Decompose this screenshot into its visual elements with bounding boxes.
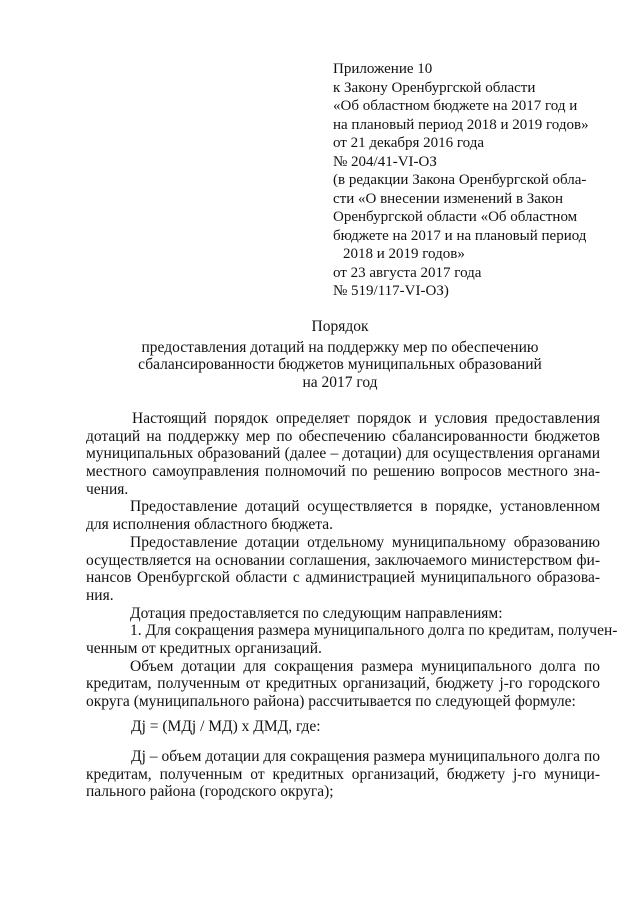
appendix-line: 2018 и 2019 годов» xyxy=(343,246,465,262)
document-title xyxy=(60,318,620,391)
title-heading: Порядок xyxy=(311,318,369,335)
title-line: на 2017 год xyxy=(302,373,378,391)
title-line: сбалансированности бюджетов муниципальных образований xyxy=(138,356,542,373)
body-line: ния. xyxy=(86,586,114,604)
body-line: кредитам, полученным от кредитных организаций, бюджету j-го городского xyxy=(86,675,600,693)
body-line: ченным от кредитных организаций. xyxy=(86,639,322,657)
body-line: Дотация предоставляется по следующим направлениям: xyxy=(130,604,503,622)
body-line: местного самоуправления полномочий по решению вопросов местного зна- xyxy=(86,463,600,481)
appendix-line: Оренбургской области «Об областном xyxy=(333,209,578,225)
appendix-line: от 23 августа 2017 года xyxy=(333,264,482,281)
appendix-line: № 204/41-VI-ОЗ xyxy=(333,153,437,170)
body-line: округа (муниципального района) рассчитывается по следующей формуле: xyxy=(86,693,576,710)
document-body xyxy=(86,410,618,711)
body-line: Настоящий порядок определяет порядок и условия предоставления xyxy=(132,410,600,427)
body-line: муниципальных образований (далее – дотации) для осуществления органами xyxy=(86,445,600,463)
body-line: осуществляется на основании соглашения, заключаемого министерством фи- xyxy=(86,551,600,569)
appendix-line: «Об областном бюджете на 2017 год и xyxy=(333,98,578,114)
appendix-line: на плановый период 2018 и 2019 годов» xyxy=(333,116,589,133)
body-line: Предоставление дотации отдельному муниципальному образованию xyxy=(130,533,600,551)
title-line: предоставления дотаций на поддержку мер по обеспечению xyxy=(141,338,539,356)
definition-line: пального района (городского округа); xyxy=(86,783,334,801)
definition-line: Дj – объем дотации для сокращения размера муниципального долга по xyxy=(131,748,600,765)
body-line: нансов Оренбургской области с администрацией муниципального образова- xyxy=(86,569,600,587)
appendix-line: № 519/117-VI-ОЗ) xyxy=(333,283,449,299)
body-line: 1. Для сокращения размера муниципального долга по кредитам, получен- xyxy=(130,622,618,640)
appendix-line: бюджете на 2017 и на плановый период xyxy=(333,227,587,244)
definition-block xyxy=(86,748,600,801)
body-line: дотаций на поддержку мер по обеспечению сбалансированности бюджетов xyxy=(86,427,600,445)
appendix-line: к Закону Оренбургской области xyxy=(333,79,536,96)
body-line: чения. xyxy=(86,480,129,498)
appendix-line: от 21 декабря 2016 года xyxy=(333,135,485,151)
formula: Дj = (МДj / МД) х ДМД, где: xyxy=(131,718,321,735)
body-line: Предоставление дотаций осуществляется в порядке, установленном xyxy=(130,498,600,516)
appendix-header xyxy=(333,60,623,301)
body-line: для исполнения областного бюджета. xyxy=(86,516,333,534)
body-line: Объем дотации для сокращения размера муниципального долга по xyxy=(130,657,600,675)
appendix-line: Приложение 10 xyxy=(333,61,433,77)
definition-line: кредитам, полученным от кредитных организаций, бюджету j-го муници- xyxy=(86,765,600,783)
appendix-line: сти «О внесении изменений в Закон xyxy=(333,190,564,207)
appendix-line: (в редакции Закона Оренбургской обла- xyxy=(333,172,587,188)
